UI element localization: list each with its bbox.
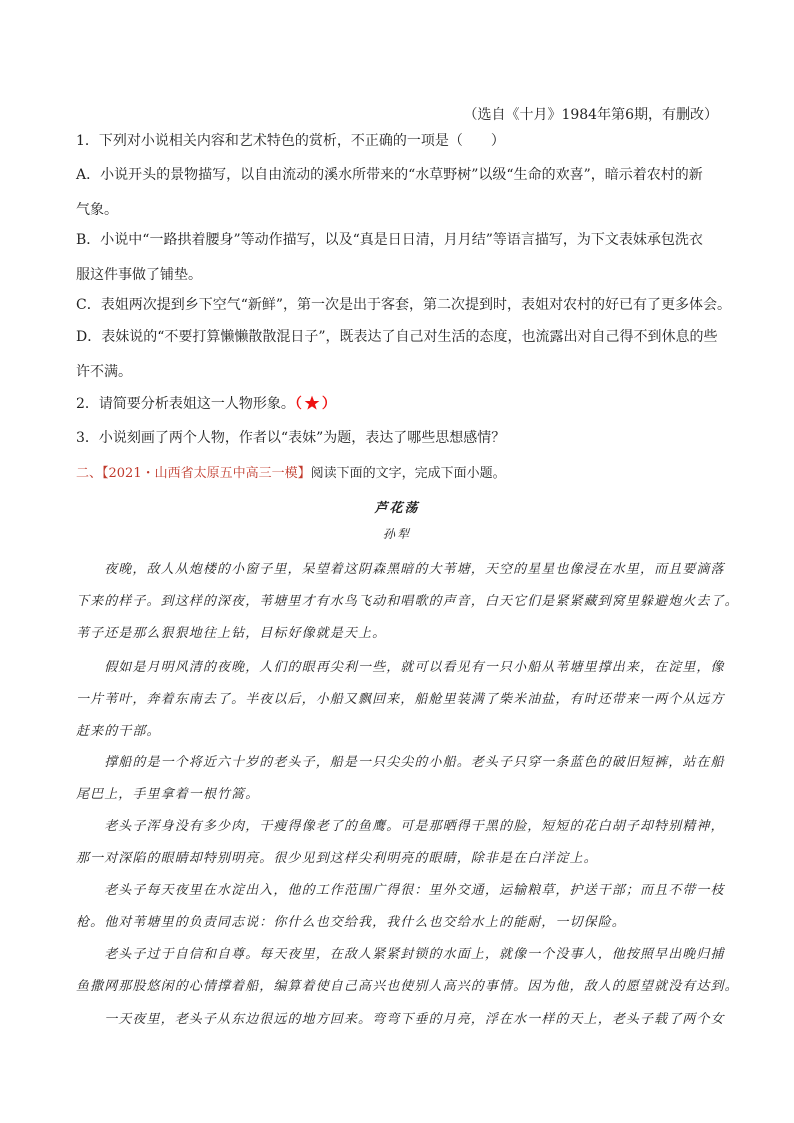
story-line: 一天夜里，老头子从东边很远的地方回来。弯弯下垂的月亮，浮在水一样的天上，老头子载了两个女 — [76, 1012, 725, 1027]
story-line: 下来的样子。到这样的深夜，苇塘里才有水鸟飞动和唱歌的声音，白天它们是紧紧藏到窝里躲避炮火去了。 — [76, 594, 739, 609]
story-line: 老头子每天夜里在水淀出入，他的工作范围广得很：里外交通，运输粮草，护送干部；而且不带一枝 — [76, 883, 725, 898]
story-line: 尾巴上，手里拿着一根竹篙。 — [76, 787, 260, 802]
story-line: 撑船的是一个将近六十岁的老头子，船是一只尖尖的小船。老头子只穿一条蓝色的破旧短裤，站在船 — [76, 755, 725, 770]
story-line: 假如是月明风清的夜晚，人们的眼再尖利一些，就可以看见有一只小船从苇塘里撑出来，在淀里，像 — [76, 660, 725, 675]
option-a-line2: 气象。 — [76, 202, 118, 218]
option-a-line1: A．小说开头的景物描写，以自由流动的溪水所带来的“水草野树”以级“生命的欢喜”，暗示着农村的新 — [76, 167, 703, 183]
story-author: 孙犁 — [382, 527, 411, 541]
story-line: 枪。他对苇塘里的负责同志说：你什么也交给我，我什么也交给水上的能耐，一切保险。 — [76, 915, 626, 930]
option-d-line1: D．表妹说的“不要打算懒懒散散混日子”，既表达了自己对生活的态度，也流露出对自己得不到休息的些 — [76, 329, 718, 345]
paren-close: ） — [321, 396, 336, 412]
option-d-line2: 许不满。 — [76, 364, 132, 380]
star-icon — [304, 395, 320, 416]
story-title: 芦花荡 — [374, 501, 420, 516]
story-line: 老头子过于自信和自尊。每天夜里，在敌人紧紧封锁的水面上，就像一个没事人，他按照早出晚归捕 — [76, 947, 725, 962]
question-2 — [76, 395, 336, 416]
option-b-line1: B．小说中“一路拱着腰身”等动作描写，以及“真是日日清，月月结”等语言描写，为下文表妹承包洗衣 — [76, 232, 703, 248]
question-2-text: 2．请简要分析表姐这一人物形象。 — [76, 396, 295, 412]
story-line: 一片苇叶，奔着东南去了。半夜以后，小船又飘回来，船舱里装满了柴米油盐，有时还带来一两个从远方 — [76, 692, 725, 707]
option-b-line2: 服这件事做了铺垫。 — [76, 267, 202, 283]
story-line: 苇子还是那么狠狠地往上钻，目标好像就是天上。 — [76, 626, 387, 641]
story-line: 老头子浑身没有多少肉，干瘦得像老了的鱼鹰。可是那晒得干黑的脸，短短的花白胡子却特别精神， — [76, 819, 725, 834]
story-line: 鱼撒网那股悠闲的心情撑着船，编算着使自己高兴也使别人高兴的事情。因为他，敌人的愿望就没有达到。 — [76, 979, 739, 994]
option-c-line1: C．表姐两次提到乡下空气“新鲜”，第一次是出于客套，第二次提到时，表姐对农村的好已有了更多体会。 — [76, 297, 732, 313]
question-1-stem: 1．下列对小说相关内容和艺术特色的赏析，不正确的一项是（ ） — [76, 133, 505, 149]
question-3: 3．小说刻画了两个人物，作者以“表妹”为题，表达了哪些思想感情？ — [76, 430, 506, 446]
paren-open: （ — [294, 396, 302, 412]
story-line: 赶来的干部。 — [76, 724, 161, 739]
section-2-instruction: 阅读下面的文字，完成下面小题。 — [310, 466, 506, 481]
story-line: 那一对深陷的眼睛却特别明亮。很少见到这样尖利明亮的眼睛，除非是在白洋淀上。 — [76, 851, 598, 866]
section-2-source: 二、【2021・山西省太原五中高三一模】 — [76, 466, 311, 481]
story-line: 夜晚，敌人从炮楼的小窗子里，呆望着这阴森黑暗的大苇塘，天空的星星也像浸在水里，而且要滴落 — [76, 562, 725, 577]
source-citation: （选自《十月》1984年第6期，有删改） — [463, 107, 718, 123]
section-2-header — [76, 462, 506, 481]
